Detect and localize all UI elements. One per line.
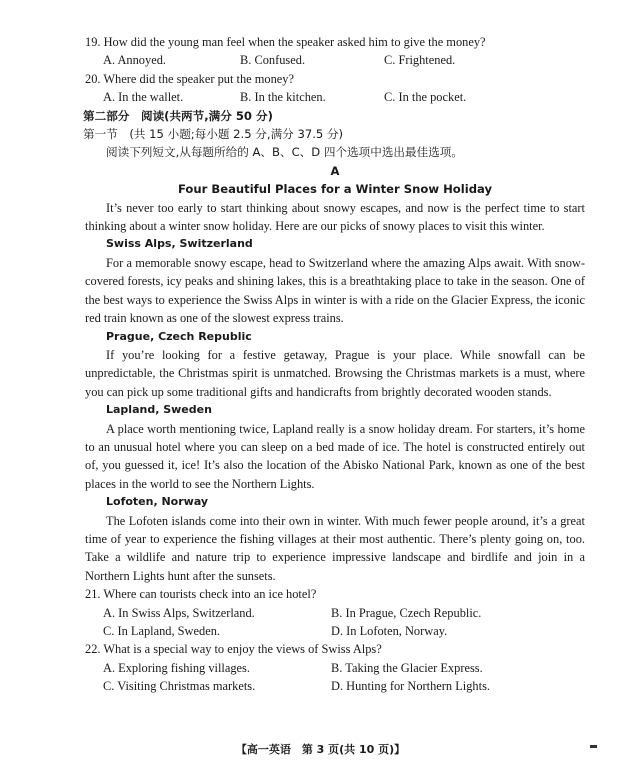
page-footer: 【高一英语 第 3 页(共 10 页)】 bbox=[235, 743, 406, 756]
option-d: D. In Lofoten, Norway. bbox=[331, 624, 448, 638]
section-heading-lapland: Lapland, Sweden bbox=[106, 403, 212, 417]
option-b: B. Confused. bbox=[240, 53, 306, 68]
question-19 bbox=[85, 33, 585, 70]
passage-title: Four Beautiful Places for a Winter Snow Holiday bbox=[177, 182, 493, 197]
part-heading: 第二部分 阅读(共两节,满分 50 分) bbox=[83, 108, 273, 123]
option-a: A. Annoyed. bbox=[103, 53, 166, 68]
question-22 bbox=[85, 640, 585, 695]
question-20 bbox=[85, 70, 585, 107]
option-c: C. Frightened. bbox=[384, 53, 456, 68]
section-heading: 第一节 (共 15 小题;每小题 2.5 分,满分 37.5 分) bbox=[83, 127, 344, 142]
section-heading-lofoten: Lofoten, Norway bbox=[106, 495, 209, 509]
section-heading-prague: Prague, Czech Republic bbox=[106, 329, 252, 343]
corner-mark bbox=[590, 745, 597, 748]
options-row-2 bbox=[85, 677, 585, 695]
instruction: 阅读下列短文,从每题所给的 A、B、C、D 四个选项中选出最佳选项。 bbox=[106, 145, 463, 160]
options bbox=[85, 88, 585, 106]
section-text-prague: If you’re looking for a festive getaway, Prague is your place. While snowfall can be unpredictable, the Christmas spirit is unmatched. Browsing the Christmas markets is a must, where you can pick up some traditional gifts and handicrafts from brightly decorated wooden stands. bbox=[85, 347, 585, 399]
option-c: C. Visiting Christmas markets. bbox=[103, 679, 256, 694]
question-21 bbox=[85, 585, 585, 640]
option-a: A. Exploring fishing villages. bbox=[103, 660, 250, 675]
section-heading-swiss-alps: Swiss Alps, Switzerland bbox=[106, 237, 253, 251]
option-d: D. Hunting for Northern Lights. bbox=[331, 679, 490, 694]
question-text: 21. Where can tourists check into an ice hotel? bbox=[85, 587, 317, 602]
option-c: C. In Lapland, Sweden. bbox=[103, 624, 220, 638]
section-text-swiss-alps: For a memorable snowy escape, head to Switzerland where the amazing Alps await. With snow-covered forests, icy peaks and shining lakes, this is a breathtaking place to take in the season. One of the best ways to experience the Swiss Alps in winter is with a ride on the Glacier Express, the iconic red train known as one of the slowest express trains. bbox=[85, 255, 585, 326]
option-a: A. In Swiss Alps, Switzerland. bbox=[103, 605, 255, 620]
options-row-2 bbox=[85, 622, 585, 640]
passage-intro: It’s never too early to start thinking about snowy escapes, and now is the perfect time to start thinking about a winter snow holiday. Here are our picks of snowy places to visit this winter. bbox=[85, 200, 585, 234]
option-b: B. In the kitchen. bbox=[240, 90, 326, 105]
question-text: 19. How did the young man feel when the speaker asked him to give the money? bbox=[85, 35, 486, 49]
options-row-1 bbox=[85, 604, 585, 622]
option-b: B. In Prague, Czech Republic. bbox=[331, 605, 482, 620]
option-b: B. Taking the Glacier Express. bbox=[331, 660, 483, 675]
options bbox=[85, 51, 585, 69]
section-text-lofoten: The Lofoten islands come into their own in winter. With much fewer people around, it’s a great time of year to experience the fishing villages at their most authentic. There’s plenty going on, too. Take a wildlife and nature trip to experience impressive landscape and birdlife and join in a Northern Lights hunt after the sunsets. bbox=[85, 513, 585, 583]
option-a: A. In the wallet. bbox=[103, 90, 184, 105]
section-text-lapland: A place worth mentioning twice, Lapland really is a snow holiday dream. For starters, it’s home to an unusual hotel where you can sleep on a bed made of ice. The hotel is constructed entirely out of, you guessed it, ice! It’s also the location of the Abisko National Park, known as one of the best places in the world to see the Northern Lights. bbox=[85, 421, 585, 491]
option-c: C. In the pocket. bbox=[384, 90, 467, 105]
question-text: 20. Where did the speaker put the money? bbox=[85, 71, 294, 86]
passage-letter: A bbox=[330, 163, 340, 178]
question-text: 22. What is a special way to enjoy the views of Swiss Alps? bbox=[85, 642, 382, 657]
options-row-1 bbox=[85, 659, 585, 677]
